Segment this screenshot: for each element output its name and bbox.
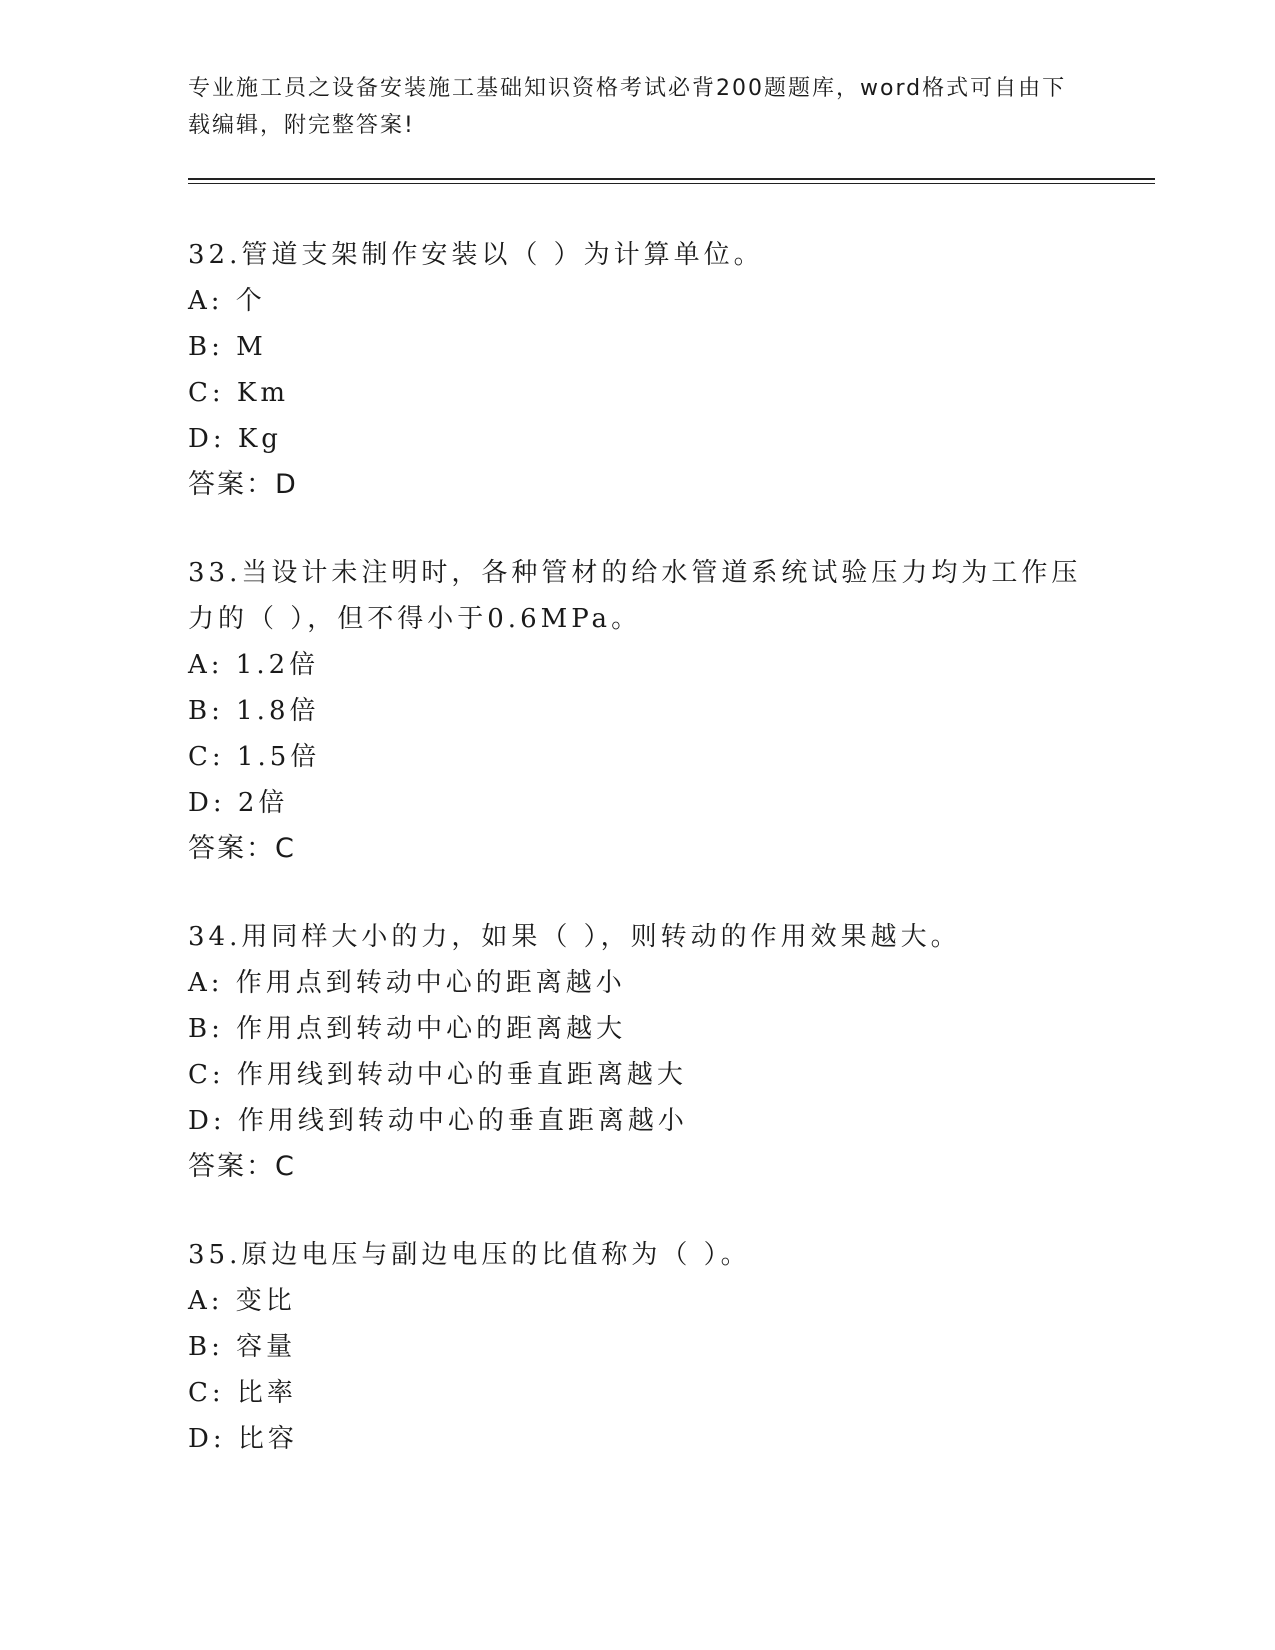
option-a: A: 变比 [188, 1286, 296, 1316]
question-list [188, 232, 1088, 1504]
question-stem: 34.用同样大小的力，如果（ ），则转动的作用效果越大。 [188, 922, 961, 952]
question-35 [188, 1232, 1088, 1462]
option-d: D: 作用线到转动中心的垂直距离越小 [188, 1106, 688, 1136]
question-stem: 35.原边电压与副边电压的比值称为（ ）。 [188, 1240, 751, 1270]
question-34 [188, 914, 1088, 1190]
option-b: B: 作用点到转动中心的距离越大 [188, 1014, 627, 1044]
answer-line: 答案：C [188, 1151, 296, 1182]
question-stem: 33.当设计未注明时，各种管材的给水管道系统试验压力均为工作压力的（ ），但不得小于0.6MPa。 [188, 558, 1082, 634]
option-a: A: 个 [188, 286, 266, 316]
answer-line: 答案：C [188, 833, 296, 864]
question-32 [188, 232, 1088, 508]
header-divider-thin [188, 183, 1155, 184]
option-c: C: 比率 [188, 1378, 297, 1408]
option-d: D: 比容 [188, 1424, 298, 1454]
question-33 [188, 550, 1088, 872]
option-c: C: 1.5倍 [188, 742, 321, 772]
option-d: D: Kg [188, 424, 282, 454]
option-b: B: M [188, 332, 267, 362]
option-b: B: 1.8倍 [188, 696, 320, 726]
option-a: A: 1.2倍 [188, 650, 320, 680]
option-b: B: 容量 [188, 1332, 297, 1362]
question-stem: 32.管道支架制作安装以（ ）为计算单位。 [188, 240, 764, 270]
option-d: D: 2倍 [188, 788, 289, 818]
header-divider-thick [188, 178, 1155, 180]
answer-line: 答案：D [188, 469, 298, 500]
option-a: A: 作用点到转动中心的距离越小 [188, 968, 626, 998]
document-header: 专业施工员之设备安装施工基础知识资格考试必背200题题库，word格式可自由下载编辑，附完整答案! [188, 76, 1067, 138]
option-c: C: 作用线到转动中心的垂直距离越大 [188, 1060, 687, 1090]
option-c: C: Km [188, 378, 289, 408]
